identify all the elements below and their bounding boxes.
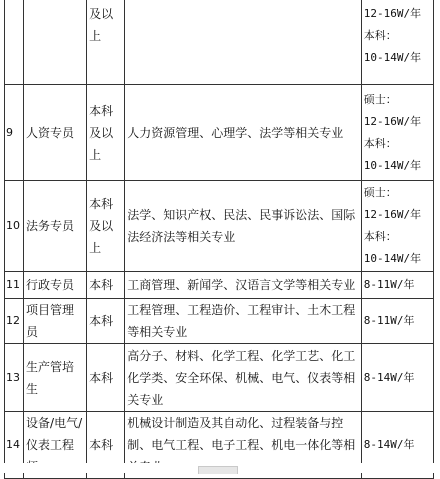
salary-line: 12-16W/年 [363,7,422,20]
table-row [5,299,434,344]
major-cell [125,0,362,85]
salary-cell [361,299,433,344]
salary-line: 12-16W/年 [363,114,422,128]
education-cell: 本科及以上 [87,85,125,181]
row-number: 14 [5,412,24,479]
salary-line: 本科： [363,29,397,42]
position-cell: 设备/电气/仪表工程 [24,412,87,479]
major-cell: 工程管理、工程造价、工程审计、土木工程等相关专业 [125,299,362,344]
position-cell: 人资专员 [24,85,87,181]
position-cell [24,0,87,85]
row-number: 9 [5,85,24,181]
salary-cell [361,0,433,85]
major-cell: 法学、知识产权、民法、民事诉讼法、国际法经济法等相关专业 [125,181,362,272]
row-number: 12 [5,299,24,344]
education-cell: 本科及以上 [87,181,125,272]
position-cell: 项目管理员 [24,299,87,344]
salary-line: 8-14W/年 [363,370,415,384]
major-cell: 机械设计制造及其自动化、过程装备与控制、电气工程、电子工程、机电一体化等相 [125,412,362,479]
salary-line: 10-14W/年 [363,252,422,265]
table-row [5,344,434,412]
salary-line: 本科： [363,136,397,150]
salary-line: 12-16W/年 [363,208,422,221]
salary-line: 10-14W/年 [363,51,422,64]
education-cell: 及以上 [87,0,125,85]
education-cell: 本科 [87,299,125,344]
major-cell: 工商管理、新闻学、汉语言文学等相关专业 [125,272,362,299]
salary-cell [361,272,433,299]
row-number [5,0,24,85]
salary-line: 8-11W/年 [363,314,415,327]
salary-line: 8-11W/年 [363,278,415,291]
position-cell: 生产管培生 [24,344,87,412]
salary-line: 10-14W/年 [363,158,422,172]
salary-cell [361,181,433,272]
position-cell: 法务专员 [24,181,87,272]
table-row [5,181,434,272]
major-cell: 高分子、材料、化学工程、化学工艺、化工化学类、安全环保、机械、电气、仪表等相关专业 [125,344,362,412]
salary-line: 硕士： [363,186,397,199]
major-cell: 人力资源管理、心理学、法学等相关专业 [125,85,362,181]
education-cell: 本科 [87,344,125,412]
education-cell: 本科 [87,412,125,479]
salary-cell [361,344,433,412]
position-cell: 行政专员 [24,272,87,299]
row-number: 13 [5,344,24,412]
salary-line: 硕士： [363,92,397,106]
table-row [5,85,434,181]
salary-line: 本科： [363,230,397,243]
salary-cell [361,85,433,181]
row-number: 11 [5,272,24,299]
recruitment-table [4,0,434,479]
table-row [5,0,434,85]
table-row [5,272,434,299]
education-cell: 本科 [87,272,125,299]
salary-line: 8-14W/年 [363,438,415,451]
row-number: 10 [5,181,24,272]
